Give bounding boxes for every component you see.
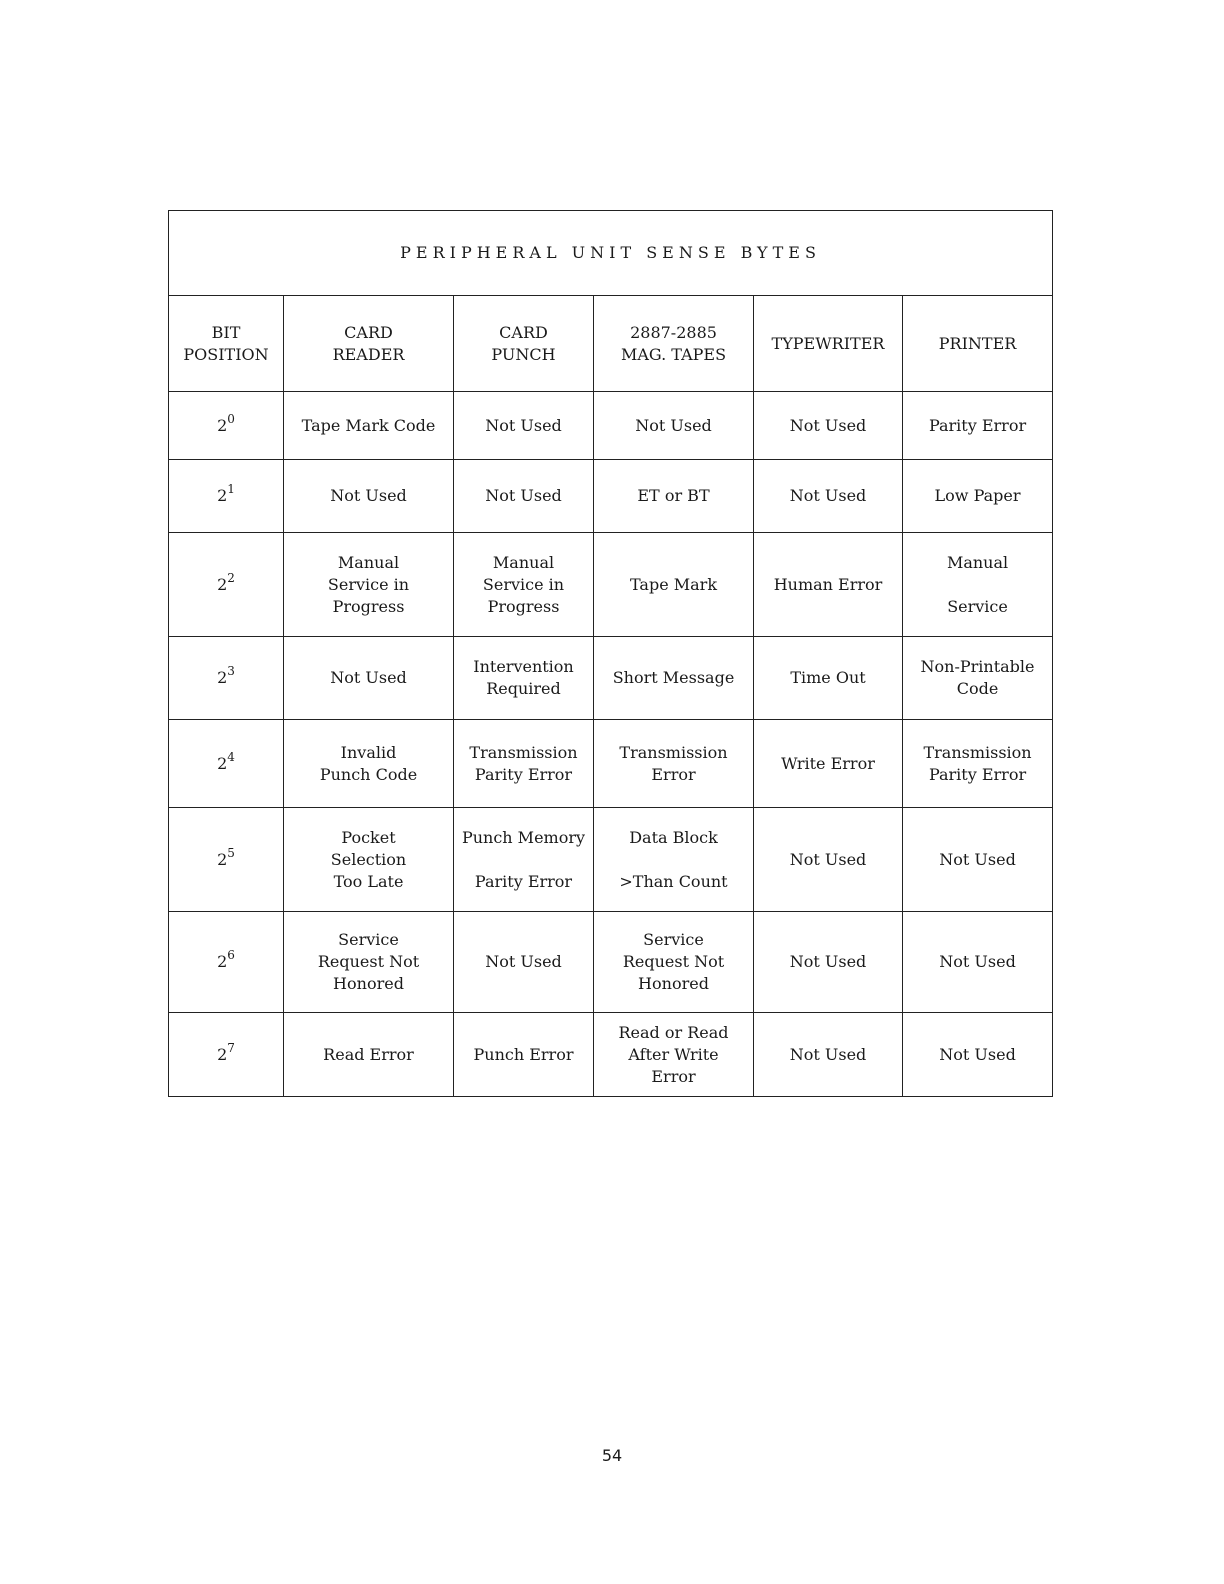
mag-tapes-cell: Read or Read After Write Error xyxy=(594,1013,754,1097)
card-punch-cell: Punch Memory Parity Error xyxy=(454,808,594,912)
table-row xyxy=(169,392,1053,460)
bit-position-cell xyxy=(169,720,284,808)
bit-position-cell xyxy=(169,808,284,912)
typewriter-cell: Time Out xyxy=(754,637,903,720)
bit-position-cell xyxy=(169,637,284,720)
bit-position-cell xyxy=(169,460,284,533)
card-punch-cell: Not Used xyxy=(454,460,594,533)
header-typewriter: TYPEWRITER xyxy=(754,296,903,392)
bit-base: 2 xyxy=(217,1044,228,1064)
bit-exponent: 1 xyxy=(227,482,235,496)
printer-cell: Low Paper xyxy=(903,460,1053,533)
table-row xyxy=(169,1013,1053,1097)
card-reader-cell: Invalid Punch Code xyxy=(284,720,454,808)
table-row xyxy=(169,533,1053,637)
mag-tapes-cell: Transmission Error xyxy=(594,720,754,808)
card-reader-cell: Manual Service in Progress xyxy=(284,533,454,637)
card-punch-cell: Not Used xyxy=(454,392,594,460)
bit-base: 2 xyxy=(217,574,228,594)
typewriter-cell: Not Used xyxy=(754,808,903,912)
header-mag-tapes: 2887-2885 MAG. TAPES xyxy=(594,296,754,392)
typewriter-cell: Not Used xyxy=(754,392,903,460)
mag-tapes-cell: Service Request Not Honored xyxy=(594,912,754,1013)
card-punch-cell: Intervention Required xyxy=(454,637,594,720)
printer-cell: Manual Service xyxy=(903,533,1053,637)
card-reader-cell: Read Error xyxy=(284,1013,454,1097)
header-row xyxy=(169,296,1053,392)
bit-base: 2 xyxy=(217,753,228,773)
page-number: 54 xyxy=(601,1446,623,1465)
typewriter-cell: Human Error xyxy=(754,533,903,637)
card-reader-cell: Tape Mark Code xyxy=(284,392,454,460)
table-body xyxy=(169,392,1053,1097)
table-row xyxy=(169,720,1053,808)
header-bit-position: BIT POSITION xyxy=(169,296,284,392)
mag-tapes-cell: Not Used xyxy=(594,392,754,460)
bit-position-cell xyxy=(169,912,284,1013)
printer-cell: Transmission Parity Error xyxy=(903,720,1053,808)
sense-bytes-table xyxy=(168,210,1053,1097)
bit-position-cell xyxy=(169,1013,284,1097)
bit-base: 2 xyxy=(217,668,228,687)
bit-exponent: 0 xyxy=(227,411,235,426)
card-punch-cell: Manual Service in Progress xyxy=(454,533,594,637)
bit-exponent: 6 xyxy=(227,948,235,962)
typewriter-cell: Write Error xyxy=(754,720,903,808)
table-row xyxy=(169,912,1053,1013)
bit-exponent: 5 xyxy=(227,845,235,860)
card-punch-cell: Punch Error xyxy=(454,1013,594,1097)
printer-cell: Not Used xyxy=(903,912,1053,1013)
header-printer: PRINTER xyxy=(903,296,1053,392)
bit-base: 2 xyxy=(217,415,228,435)
title-row xyxy=(169,211,1053,296)
bit-base: 2 xyxy=(217,952,228,971)
printer-cell: Parity Error xyxy=(903,392,1053,460)
card-reader-cell: Service Request Not Honored xyxy=(284,912,454,1013)
mag-tapes-cell: Short Message xyxy=(594,637,754,720)
bit-position-cell xyxy=(169,533,284,637)
table-row xyxy=(169,808,1053,912)
mag-tapes-cell: ET or BT xyxy=(594,460,754,533)
typewriter-cell: Not Used xyxy=(754,460,903,533)
mag-tapes-cell: Tape Mark xyxy=(594,533,754,637)
card-reader-cell: Not Used xyxy=(284,637,454,720)
printer-cell: Not Used xyxy=(903,1013,1053,1097)
bit-exponent: 2 xyxy=(227,570,235,585)
card-punch-cell: Transmission Parity Error xyxy=(454,720,594,808)
bit-base: 2 xyxy=(217,486,228,505)
printer-cell: Non-Printable Code xyxy=(903,637,1053,720)
table-row xyxy=(169,460,1053,533)
header-card-punch: CARD PUNCH xyxy=(454,296,594,392)
bit-exponent: 7 xyxy=(227,1040,235,1055)
bit-exponent: 3 xyxy=(227,664,235,678)
card-reader-cell: Not Used xyxy=(284,460,454,533)
typewriter-cell: Not Used xyxy=(754,912,903,1013)
bit-exponent: 4 xyxy=(227,749,235,764)
card-punch-cell: Not Used xyxy=(454,912,594,1013)
bit-position-cell xyxy=(169,392,284,460)
header-card-reader: CARD READER xyxy=(284,296,454,392)
table-row xyxy=(169,637,1053,720)
typewriter-cell: Not Used xyxy=(754,1013,903,1097)
bit-base: 2 xyxy=(217,849,228,869)
printer-cell: Not Used xyxy=(903,808,1053,912)
card-reader-cell: Pocket Selection Too Late xyxy=(284,808,454,912)
table-title: PERIPHERAL UNIT SENSE BYTES xyxy=(169,211,1053,296)
mag-tapes-cell: Data Block >Than Count xyxy=(594,808,754,912)
